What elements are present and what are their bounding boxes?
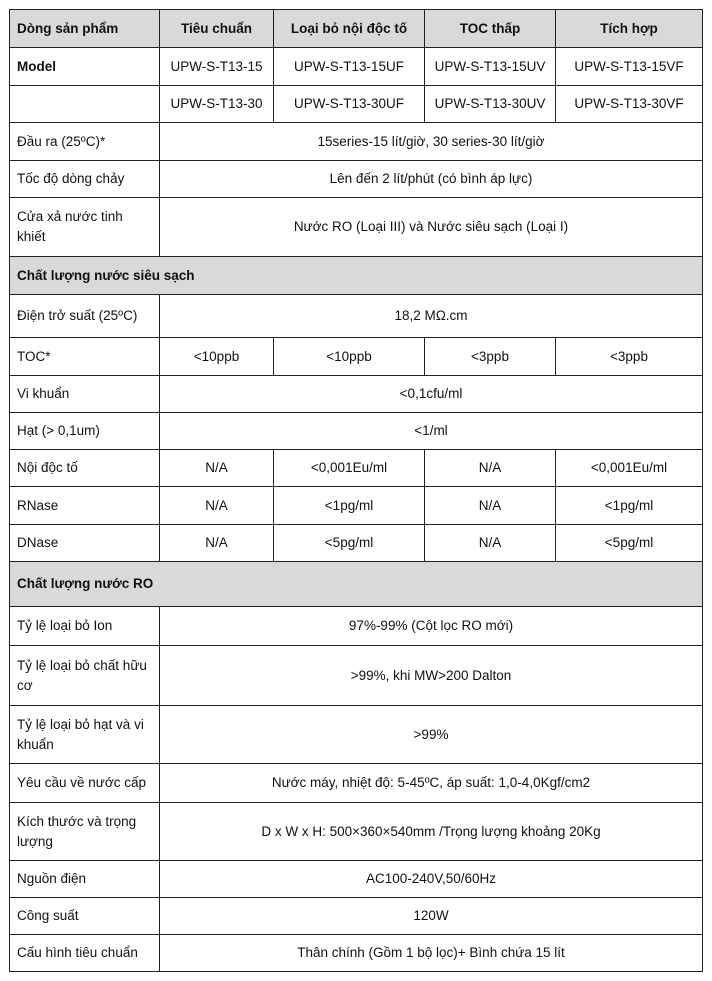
row-value: Lên đến 2 lít/phút (có bình áp lực) — [160, 161, 703, 198]
section-ro — [10, 562, 703, 607]
spec-table — [9, 9, 703, 972]
model-cell: UPW-S-T13-30VF — [556, 86, 703, 123]
model-cell: UPW-S-T13-30UF — [274, 86, 425, 123]
output-row — [10, 123, 703, 161]
feed-water-row — [10, 764, 703, 803]
row-value: <1/ml — [160, 413, 703, 450]
row-value: <0,001Eu/ml — [556, 450, 703, 487]
row-value: Thân chính (Gồm 1 bộ lọc)+ Bình chứa 15 lít — [160, 935, 703, 972]
row-label: Tỷ lệ loại bỏ chất hữu cơ — [10, 646, 160, 706]
model-cell: UPW-S-T13-15 — [160, 48, 274, 86]
ion-rejection-row — [10, 607, 703, 646]
power-row — [10, 898, 703, 935]
row-label: Cửa xả nước tinh khiết — [10, 198, 160, 257]
row-label: Nội độc tố — [10, 450, 160, 487]
row-value: Nước RO (Loại III) và Nước siêu sạch (Loại I) — [160, 198, 703, 257]
section-title: Chất lượng nước RO — [10, 562, 703, 607]
row-value: N/A — [160, 487, 274, 525]
dnase-row — [10, 525, 703, 562]
row-value: 97%-99% (Cột lọc RO mới) — [160, 607, 703, 646]
row-label: Công suất — [10, 898, 160, 935]
row-label: Yêu cầu về nước cấp — [10, 764, 160, 803]
model-cell: UPW-S-T13-30UV — [425, 86, 556, 123]
model-label: Model — [10, 48, 160, 86]
model-row-15 — [10, 48, 703, 86]
row-value: N/A — [160, 525, 274, 562]
resistivity-row — [10, 295, 703, 338]
row-label: DNase — [10, 525, 160, 562]
particle-bacteria-rejection-row — [10, 706, 703, 764]
row-value: <0,001Eu/ml — [274, 450, 425, 487]
header-endotoxin-removal: Loại bỏ nội độc tố — [274, 10, 425, 48]
model-cell: UPW-S-T13-15UV — [425, 48, 556, 86]
row-label: Tỷ lệ loại bỏ Ion — [10, 607, 160, 646]
row-value: 15series-15 lít/giờ, 30 series-30 lít/giờ — [160, 123, 703, 161]
endotoxin-row — [10, 450, 703, 487]
header-standard: Tiêu chuẩn — [160, 10, 274, 48]
row-value: >99% — [160, 706, 703, 764]
row-value: 18,2 MΩ.cm — [160, 295, 703, 338]
bacteria-row — [10, 376, 703, 413]
model-label-empty — [10, 86, 160, 123]
rnase-row — [10, 487, 703, 525]
row-value: <1pg/ml — [556, 487, 703, 525]
row-value: D x W x H: 500×360×540mm /Trọng lượng khoảng 20Kg — [160, 803, 703, 861]
row-value: <1pg/ml — [274, 487, 425, 525]
row-label: Cấu hình tiêu chuẩn — [10, 935, 160, 972]
power-supply-row — [10, 861, 703, 898]
row-value: <0,1cfu/ml — [160, 376, 703, 413]
row-label: Hạt (> 0,1um) — [10, 413, 160, 450]
model-cell: UPW-S-T13-15UF — [274, 48, 425, 86]
row-value: N/A — [425, 487, 556, 525]
outlet-row — [10, 198, 703, 257]
header-low-toc: TOC thấp — [425, 10, 556, 48]
standard-config-row — [10, 935, 703, 972]
header-product-line: Dòng sản phẩm — [10, 10, 160, 48]
flow-rate-row — [10, 161, 703, 198]
toc-row — [10, 338, 703, 376]
section-title: Chất lượng nước siêu sạch — [10, 257, 703, 295]
row-value: AC100-240V,50/60Hz — [160, 861, 703, 898]
dimensions-row — [10, 803, 703, 861]
row-value: N/A — [425, 450, 556, 487]
model-cell: UPW-S-T13-15VF — [556, 48, 703, 86]
model-cell: UPW-S-T13-30 — [160, 86, 274, 123]
row-label: RNase — [10, 487, 160, 525]
row-label: Tốc độ dòng chảy — [10, 161, 160, 198]
row-value: >99%, khi MW>200 Dalton — [160, 646, 703, 706]
row-value: <3ppb — [556, 338, 703, 376]
row-label: Tỷ lệ loại bỏ hạt và vi khuẩn — [10, 706, 160, 764]
row-label: Đầu ra (25ºC)* — [10, 123, 160, 161]
header-integrated: Tích hợp — [556, 10, 703, 48]
header-row — [10, 10, 703, 48]
row-value: 120W — [160, 898, 703, 935]
row-label: Nguồn điện — [10, 861, 160, 898]
model-row-30 — [10, 86, 703, 123]
row-label: Kích thước và trọng lượng — [10, 803, 160, 861]
row-value: <10ppb — [274, 338, 425, 376]
row-value: <5pg/ml — [274, 525, 425, 562]
row-label: Điện trở suất (25ºC) — [10, 295, 160, 338]
row-label: Vi khuẩn — [10, 376, 160, 413]
row-value: N/A — [160, 450, 274, 487]
organic-rejection-row — [10, 646, 703, 706]
row-value: N/A — [425, 525, 556, 562]
section-ultrapure — [10, 257, 703, 295]
row-label: TOC* — [10, 338, 160, 376]
particles-row — [10, 413, 703, 450]
row-value: <3ppb — [425, 338, 556, 376]
row-value: <5pg/ml — [556, 525, 703, 562]
row-value: Nước máy, nhiệt độ: 5-45ºC, áp suất: 1,0-4,0Kgf/cm2 — [160, 764, 703, 803]
row-value: <10ppb — [160, 338, 274, 376]
